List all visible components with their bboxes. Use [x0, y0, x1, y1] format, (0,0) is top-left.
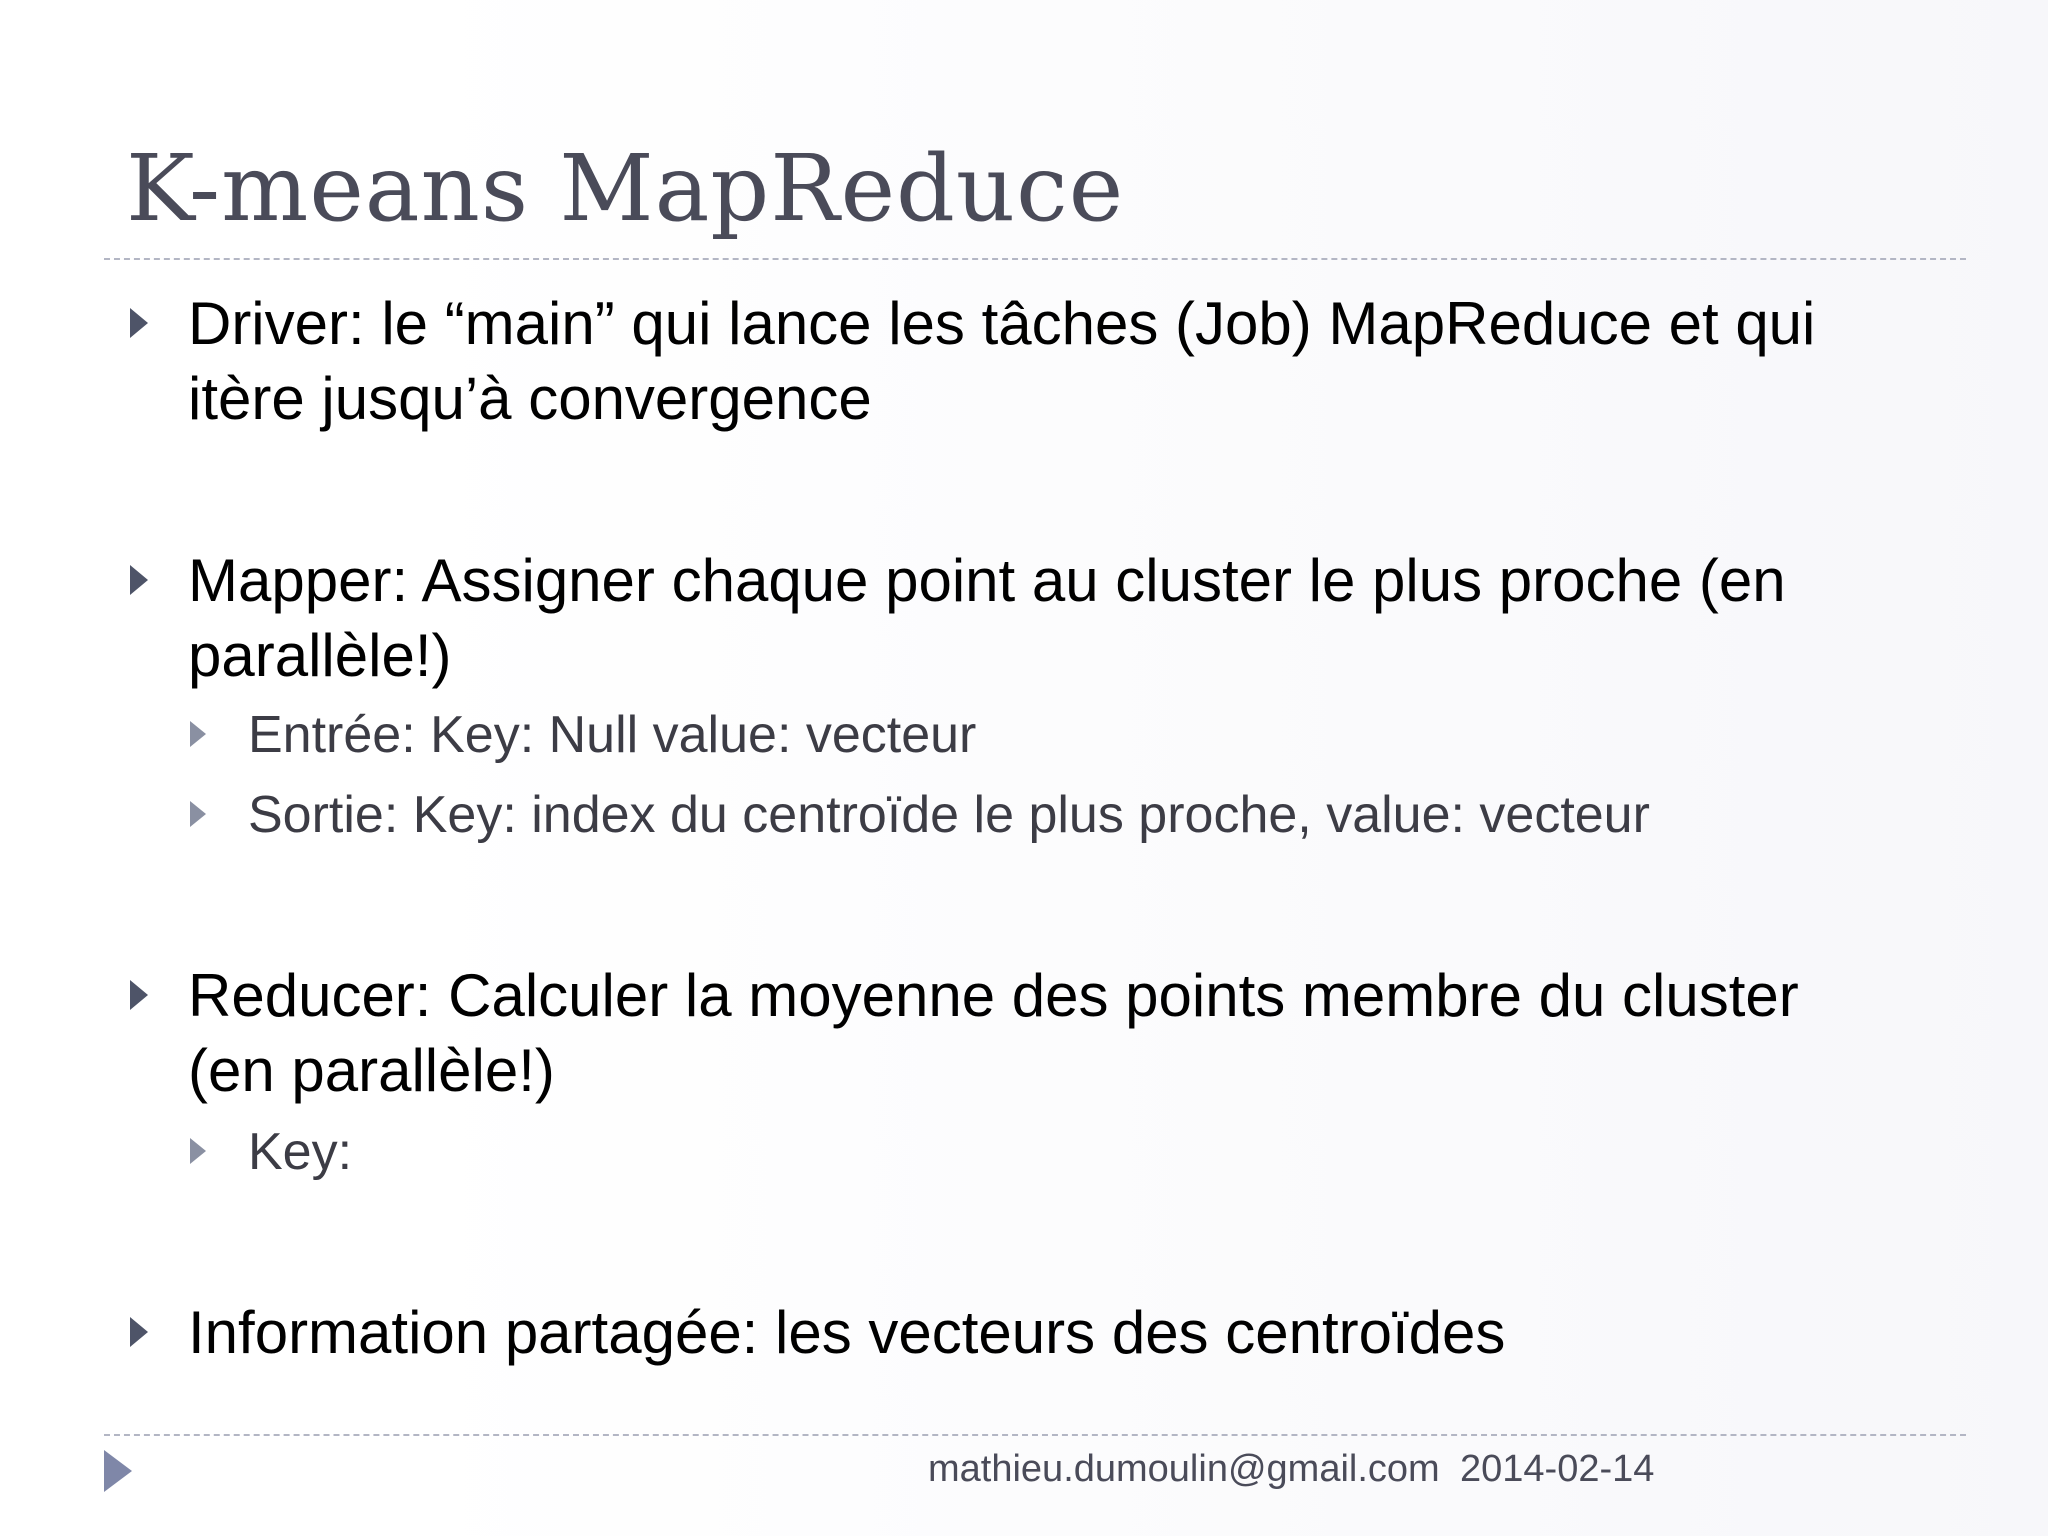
sub-bullet-mapper-input — [190, 703, 1890, 767]
footer-email: mathieu.dumoulin@gmail.com — [928, 1448, 1440, 1490]
bullet-triangle-icon — [130, 980, 148, 1010]
bullet-mapper — [130, 543, 1880, 693]
bullet-triangle-icon — [130, 308, 148, 338]
sub-bullet-triangle-icon — [190, 1138, 206, 1164]
sub-bullet-triangle-icon — [190, 801, 206, 827]
sub-bullet-triangle-icon — [190, 721, 206, 747]
bullet-text: Driver: le “main” qui lance les tâches (Job) MapReduce et qui itère jusqu’à convergence — [188, 290, 1816, 432]
bullet-triangle-icon — [130, 565, 148, 595]
bullet-triangle-icon — [130, 1317, 148, 1347]
sub-bullet-text: Entrée: Key: Null value: vecteur — [248, 706, 977, 764]
sub-bullet-text: Key: — [248, 1123, 353, 1181]
sub-bullet-reducer-key — [190, 1120, 1890, 1184]
bullet-text: Reducer: Calculer la moyenne des points membre du cluster (en parallèle!) — [188, 962, 1799, 1104]
bullet-shared-info — [130, 1295, 1880, 1370]
sub-bullet-text: Sortie: Key: index du centroïde le plus proche, value: vecteur — [248, 786, 1650, 844]
slide-title: K-means MapReduce — [126, 135, 1125, 242]
bullet-driver — [130, 286, 1880, 436]
footer-play-arrow-icon — [104, 1450, 132, 1492]
footer-divider — [104, 1434, 1966, 1436]
bullet-text: Information partagée: les vecteurs des centroïdes — [188, 1299, 1506, 1366]
bullet-text: Mapper: Assigner chaque point au cluster le plus proche (en parallèle!) — [188, 547, 1786, 689]
title-divider — [104, 258, 1966, 260]
bullet-reducer — [130, 958, 1880, 1108]
footer-date: 2014-02-14 — [1460, 1448, 1655, 1490]
sub-bullet-mapper-output — [190, 783, 1890, 847]
